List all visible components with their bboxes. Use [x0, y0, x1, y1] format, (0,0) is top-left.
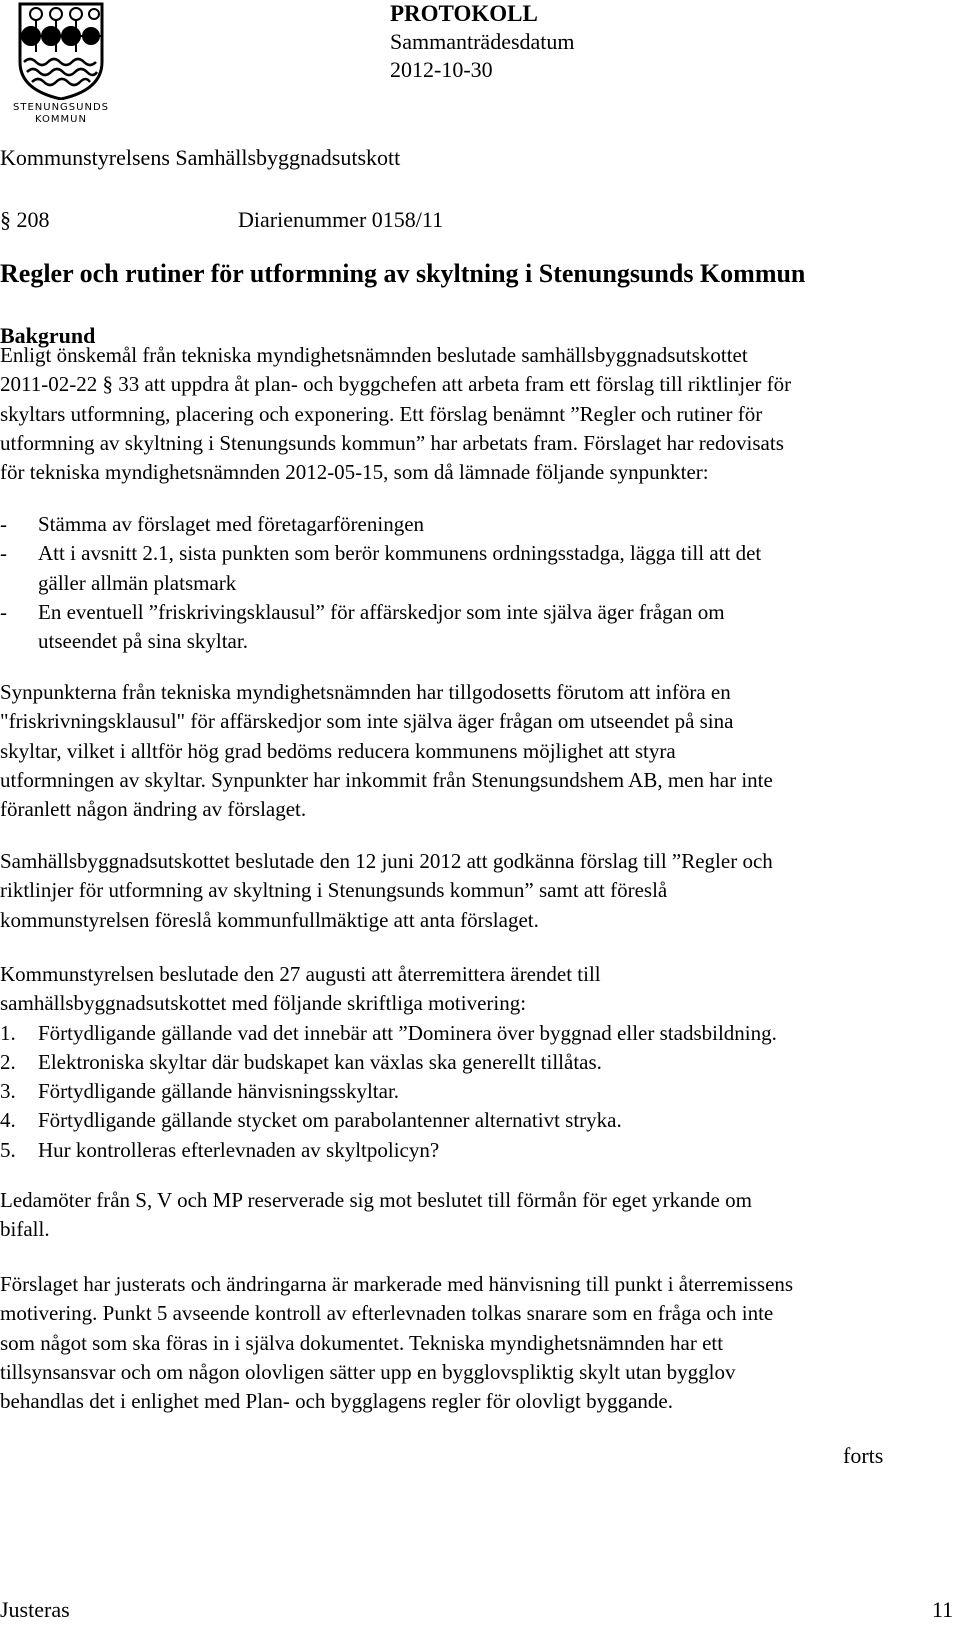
continued-marker: forts: [843, 1443, 884, 1468]
logo-name-line2: KOMMUN: [35, 114, 87, 125]
text-line: Kommunstyrelsen beslutade den 27 augusti att återremittera ärendet till: [0, 962, 601, 986]
meeting-date: 2012-10-30: [390, 57, 493, 82]
text-line: riktlinjer för utformning av skyltning i Stenungsunds kommun” samt att föreslå: [0, 878, 668, 903]
text-line: Synpunkterna från tekniska myndighetsnämnden har tillgodosetts förutom att införa en: [0, 680, 731, 704]
numbered-item: [0, 1019, 960, 1048]
numbered-item: [0, 1136, 960, 1165]
text-line: tillsynsansvar och om någon olovligen sätter upp en bygglovspliktig skylt utan bygglov: [0, 1359, 736, 1384]
paragraph-justering: [0, 1270, 960, 1416]
list-item-text: Hur kontrolleras efterlevnaden av skyltpolicyn?: [38, 1137, 440, 1162]
list-item-text: Elektroniska skyltar där budskapet kan växlas ska generellt tillåtas.: [38, 1049, 602, 1074]
list-item-text: Förtydligande gällande hänvisningsskyltar.: [38, 1079, 400, 1104]
list-item-text: En eventuell ”friskrivingsklausul” för affärskedjor som inte själva äger frågan om: [38, 599, 725, 624]
text-line: som något som ska föras in i själva dokumentet. Tekniska myndighetsnämnden har ett: [0, 1330, 724, 1355]
numbered-item: [0, 1077, 960, 1106]
list-marker: 3.: [0, 1079, 16, 1104]
text-line: utformning av skyltning i Stenungsunds kommun” har arbetats fram. Förslaget har redovisats: [0, 430, 784, 455]
text-line: Samhällsbyggnadsutskottet beslutade den 12 juni 2012 att godkänna förslag till ”Regler och: [0, 849, 773, 873]
text-line: Förslaget har justerats och ändringarna är markerade med hänvisning till punkt i återremissens: [0, 1272, 794, 1296]
document-title: Regler och rutiner för utformning av skyltning i Stenungsunds Kommun: [0, 259, 806, 288]
list-marker: 1.: [0, 1020, 16, 1045]
list-item: [0, 539, 960, 568]
list-marker: -: [0, 541, 7, 566]
list-item-continuation: utseendet på sina skyltar.: [38, 629, 248, 654]
text-line: skyltar, vilket i alltför hög grad bedöms reducera kommunens möjlighet att styra: [0, 738, 676, 763]
paragraph-number: § 208: [0, 207, 50, 232]
list-item-text: Förtydligande gällande stycket om parabolantenner alternativt stryka.: [38, 1108, 622, 1133]
list-item-continuation: gäller allmän platsmark: [38, 570, 237, 595]
list-item: [0, 510, 960, 539]
section-heading: Bakgrund: [0, 323, 96, 348]
list-item-text: Förtydligande gällande vad det innebär att ”Dominera över byggnad eller stadsbildning.: [38, 1020, 777, 1045]
text-line: bifall.: [0, 1217, 50, 1242]
text-line: 2011-02-22 § 33 att uppdra åt plan- och byggchefen att arbeta fram ett förslag till riktlinjer för: [0, 372, 792, 397]
list-marker: -: [0, 512, 7, 536]
list-item: [0, 598, 960, 627]
paragraph-reservation: [0, 1186, 960, 1245]
coat-of-arms-icon: [0, 0, 122, 100]
list-item-text: Att i avsnitt 2.1, sista punkten som berör kommunens ordningsstadga, lägga till att det: [38, 541, 762, 566]
meeting-date-label: Sammanträdesdatum: [390, 29, 575, 54]
text-line: föranlett någon ändring av förslaget.: [0, 797, 307, 822]
footer-justeras: Justeras: [0, 1597, 70, 1622]
text-line: utformningen av skyltar. Synpunkter har inkommit från Stenungsundshem AB, men har inte: [0, 767, 773, 792]
text-line: skyltars utformning, placering och exponering. Ett förslag benämnt ”Regler och rutiner för: [0, 401, 763, 426]
numbered-item: [0, 1106, 960, 1135]
paragraph-utskott-beslut: [0, 847, 960, 935]
text-line: Ledamöter från S, V och MP reserverade sig mot beslutet till förmån för eget yrkande om: [0, 1188, 752, 1212]
page-number: 11: [932, 1597, 954, 1622]
paragraph-synpunkterna: [0, 678, 960, 824]
synpunkter-list: [0, 510, 960, 656]
text-line: samhällsbyggnadsutskottet med följande skriftliga motivering:: [0, 991, 527, 1016]
background-paragraph: [0, 341, 960, 487]
list-marker: 2.: [0, 1049, 16, 1074]
municipality-logo: [0, 0, 122, 128]
diary-number: Diarienummer 0158/11: [238, 207, 444, 232]
text-line: kommunstyrelsen föreslå kommunfullmäktige att anta förslaget.: [0, 907, 539, 932]
list-marker: 4.: [0, 1108, 16, 1133]
text-line: behandlas det i enlighet med Plan- och bygglagens regler för olovligt byggande.: [0, 1389, 673, 1414]
logo-name-line1: STENUNGSUNDS: [13, 102, 109, 113]
paragraph-reference: [0, 206, 444, 234]
list-marker: 5.: [0, 1137, 16, 1162]
list-item-text: Stämma av förslaget med företagarföreningen: [38, 512, 425, 536]
text-line: motivering. Punkt 5 avseende kontroll av efterlevnaden tolkas snarare som en fråga och inte: [0, 1301, 774, 1326]
text-line: Enligt önskemål från tekniska myndighetsnämnden beslutade samhällsbyggnadsutskottet: [0, 343, 748, 367]
committee-name: Kommunstyrelsens Samhällsbyggnadsutskott: [0, 145, 401, 170]
document-type: PROTOKOLL: [390, 1, 538, 26]
text-line: "friskrivningsklausul" för affärskedjor som inte själva äger frågan om utseendet på sina: [0, 709, 734, 734]
numbered-item: [0, 1048, 960, 1077]
paragraph-aterremiss: [0, 960, 960, 1165]
list-marker: -: [0, 599, 7, 624]
text-line: för tekniska myndighetsnämnden 2012-05-15, som då lämnade följande synpunkter:: [0, 460, 709, 485]
